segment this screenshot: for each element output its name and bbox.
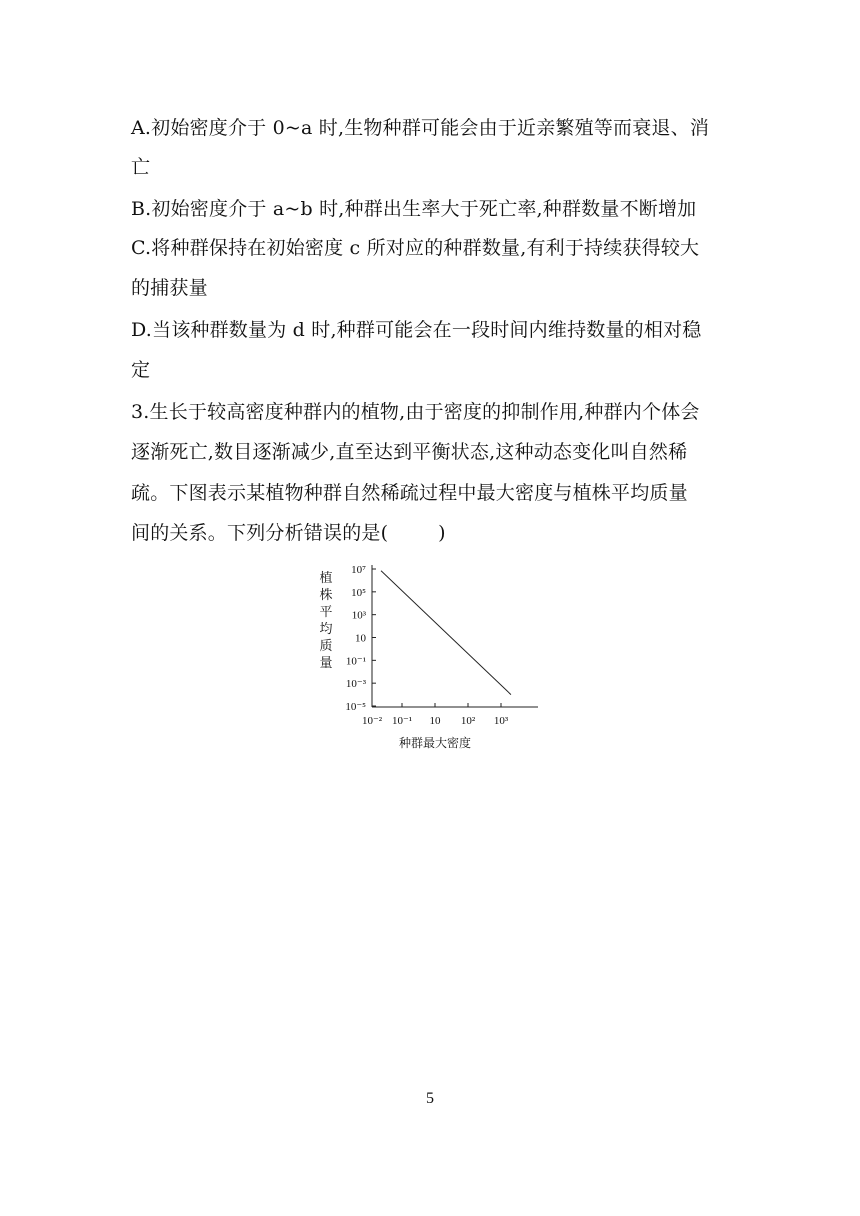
y-tick-label: 10	[355, 632, 366, 645]
series-line	[381, 571, 511, 695]
question-3-line-4: 间的关系。下列分析错误的是( )	[131, 522, 446, 544]
y-axis-label	[319, 570, 332, 670]
option-2d-line-2: 定	[131, 359, 151, 381]
y-tick-label: 10⁻⁵	[345, 701, 366, 713]
option-2c-line-1: C.将种群保持在初始密度 c 所对应的种群数量,有利于持续获得较大	[131, 237, 700, 259]
question-3-line-2: 逐渐死亡,数目逐渐减少,直至达到平衡状态,这种动态变化叫自然稀	[131, 441, 688, 463]
question-3-line-1: 3.生长于较高密度种群内的植物,由于密度的抑制作用,种群内个体会	[131, 401, 700, 423]
y-tick-labels	[345, 564, 366, 713]
y-label-char: 质	[319, 638, 333, 653]
y-label-char: 均	[319, 621, 333, 636]
option-2c-line-2: 的捕获量	[131, 277, 208, 299]
y-tick-label: 10⁵	[351, 586, 366, 599]
option-2b-line-1: B.初始密度介于 a~b 时,种群出生率大于死亡率,种群数量不断增加	[131, 198, 697, 220]
x-tick-label: 10³	[493, 715, 509, 727]
x-axis-label: 种群最大密度	[398, 736, 472, 750]
option-2a-line-1: A.初始密度介于 0~a 时,生物种群可能会由于近亲繁殖等而衰退、消	[131, 117, 710, 139]
y-tick-label: 10⁻³	[345, 678, 366, 691]
option-2d-line-1: D.当该种群数量为 d 时,种群可能会在一段时间内维持数量的相对稳	[131, 319, 702, 341]
y-label-char: 植	[319, 570, 333, 585]
x-tick-label: 10⁻¹	[391, 715, 413, 727]
y-label-char: 平	[319, 604, 333, 619]
y-label-char: 量	[319, 655, 333, 670]
x-tick-label: 10²	[460, 715, 476, 727]
x-tick-label: 10⁻²	[361, 715, 383, 727]
y-tick-label: 10⁷	[351, 564, 366, 576]
page-number: 5	[426, 1090, 434, 1107]
density-mass-chart	[300, 555, 560, 755]
question-3-line-3: 疏。下图表示某植物种群自然稀疏过程中最大密度与植株平均质量	[131, 482, 688, 504]
y-tick-marks	[372, 569, 376, 706]
x-tick-label: 10	[429, 715, 441, 727]
option-2a-line-2: 亡	[131, 156, 151, 178]
x-tick-labels	[362, 715, 509, 727]
x-tick-marks	[402, 703, 501, 707]
y-tick-label: 10⁻¹	[345, 655, 366, 668]
y-tick-label: 10³	[351, 609, 366, 622]
y-label-char: 株	[319, 587, 333, 602]
